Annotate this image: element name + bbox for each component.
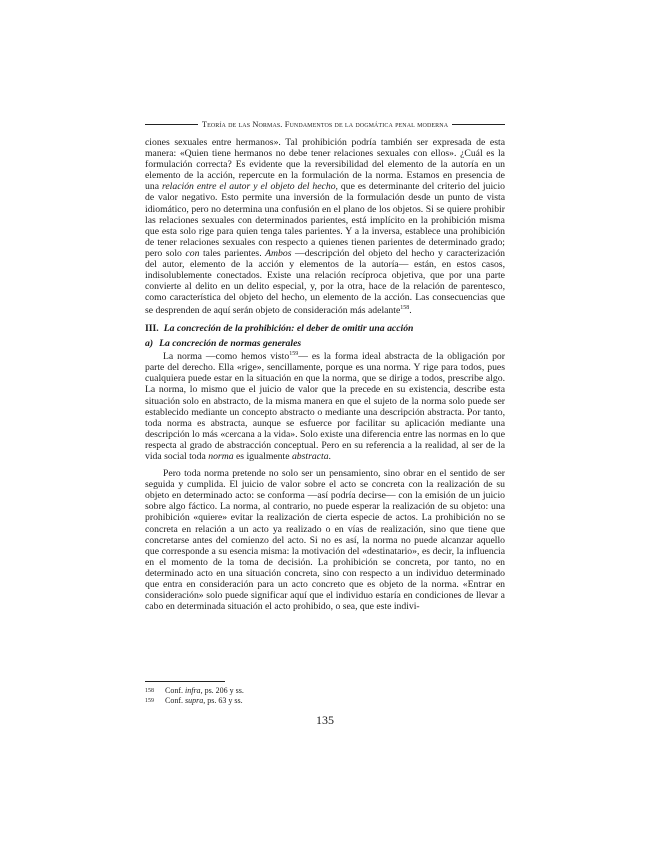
paragraph-2-text-c: es igualmente: [233, 451, 292, 462]
paragraph-2: [145, 349, 505, 462]
paragraph-1-text-e: .: [409, 305, 412, 317]
footnote-ref-158[interactable]: 158: [400, 305, 410, 312]
page-number: 135: [316, 713, 334, 727]
footnote-number: 158: [145, 688, 154, 694]
paragraph-2-italic-a: norma: [208, 451, 234, 462]
section-title: La concreción de la prohibición: el deber de omitir una acción: [163, 322, 414, 334]
running-head: [145, 120, 505, 129]
paragraph-2-text-d: .: [328, 451, 331, 462]
paragraph-1-italic-c: Ambos: [265, 247, 292, 259]
section-number: III.: [145, 322, 159, 334]
footnote-italic: supra: [185, 696, 204, 705]
section-heading: [145, 323, 505, 334]
running-head-text: Teoría de las Normas. Fundamentos de la dogmática penal moderna: [201, 120, 449, 129]
footnote-suffix: , ps. 63 y ss.: [203, 696, 243, 705]
footnote-number: 159: [145, 698, 154, 704]
footnote-prefix: Conf.: [165, 696, 185, 705]
paragraph-1-text-c: tales parientes.: [199, 247, 266, 259]
footnote-158: [145, 686, 505, 696]
paragraph-2-text-b: — es la forma ideal abstracta de la obligación por parte del derecho. Ella «rige», sencillamente, porque es una norma. Y rige para todos, pues cualquiera puede estar en la situación en que la norma, que se dirige a todos, prescribe algo. La norma, lo mismo que el juicio de valor que la precede en su existencia, describe esta situación solo en abstracto, de la misma manera en que el sujeto de la norma solo puede ser establecido mediante un concepto abstracto o mediante una descripción abstracta. Por tanto, toda norma es abstracta, aunque se esfuerce por facilitar su aplicación mediante una descripción lo más «cercana a la vida». Solo existe una diferencia entre las normas en lo que respecta al grado de abstracción conceptual. Pero en su referencia a la realidad, al ser de la vida social toda: [145, 351, 506, 462]
footnote-rule: [145, 681, 225, 682]
paragraph-1-text-b: , que es determinante del criterio del juicio de valor negativo. Esto permite una inversión de la formulación desde un punto de vista idiomático, pero no determina una confusión en el plano de los objetos. Si se quiere prohibir las relaciones sexuales con determinados parientes, está implícito en la prohibición misma que esta solo rige para quien tenga tales parientes. Y a la inversa, establece una prohibición de tener relaciones sexuales con respecto a quienes tienen parientes de determinado grado; pero solo: [145, 181, 505, 259]
footnote-ref-159[interactable]: 159: [289, 350, 299, 357]
paragraph-1-text-d: —descripción del objeto del hecho y caracterización del autor, elemento de la acción y elementos de la autoría— están, en estos casos, indisolublemente conectados. Existe una relación recíproca objetiva, que por una parte convierte al delito en un delito especial, y, por la otra, hace de la relación de parentesco, como característica del objeto del hecho, un elemento de la acción. Las consecuencias que se desprenden de aquí serán objeto de consideración más adelante: [145, 247, 506, 317]
running-head-rule-right: [452, 124, 505, 125]
body-text: [145, 137, 505, 612]
footnotes: [145, 686, 505, 706]
footnote-italic: infra: [185, 686, 201, 695]
subsection-letter: a): [145, 337, 154, 349]
paragraph-1-italic-b: con: [185, 247, 200, 259]
footnote-text: [165, 696, 505, 706]
paragraph-2-text-a: La norma —como hemos visto: [163, 351, 290, 363]
subsection-title: La concreción de normas generales: [159, 337, 302, 349]
paragraph-2-italic-b: abstracta: [291, 451, 329, 462]
running-head-rule-left: [145, 124, 198, 125]
paragraph-1: [145, 137, 505, 317]
paragraph-1-text-a: ciones sexuales entre hermanos». Tal prohibición podría también ser expresada de esta manera: «Quien tiene hermanos no debe tener relaciones sexuales con ellos». ¿Cuál es la formulación correcta? Es evidente que la reversibilidad del elemento de la autoría en un elemento de la acción, repercute en la formulación de la norma. Estamos en presencia de una: [145, 137, 505, 193]
footnote-159: [145, 696, 505, 706]
paragraph-1-italic-a: relación entre el autor y el objeto del hecho: [161, 181, 336, 193]
paragraph-3: Pero toda norma pretende no solo ser un pensamiento, sino obrar en el sentido de ser seguida y cumplida. El juicio de valor sobre el acto se concreta con la realización de su objeto en determinado acto: se conforma —así podría decirse— con la emisión de un juicio sobre algo fáctico. La norma, al contrario, no puede esperar la realización de su objeto: una prohibición «quiere» evitar la realización de cierta especie de actos. La prohibición no se concreta en relación a un acto ya realizado o en vías de realización, sino que tiene que concretarse antes del comienzo del acto. Si no es así, la norma no puede alcanzar aquello que corresponde a su esencia misma: la motivación del «destinatario», es decir, la influencia en el momento de la toma de decisión. La prohibición se concreta, por tanto, no en determinado acto en una situación concreta, sino con respecto a un individuo determinado que entra en consideración para un acto concreto que es objeto de la norma. «Entrar en consideración» solo puede significar aquí que el individuo estaría en condiciones de llevar a cabo en determinada situación el acto prohibido, o sea, que este indivi-: [145, 468, 505, 613]
footnote-prefix: Conf.: [165, 686, 185, 695]
subsection-heading: [145, 338, 505, 349]
footnote-text: [165, 686, 505, 696]
footnote-suffix: , ps. 206 y ss.: [200, 686, 244, 695]
